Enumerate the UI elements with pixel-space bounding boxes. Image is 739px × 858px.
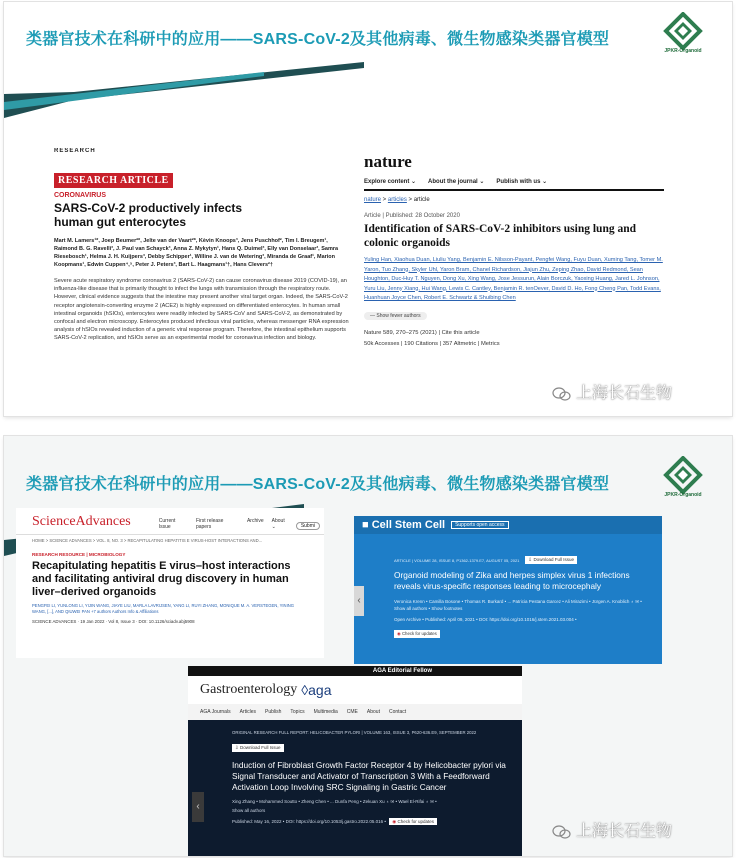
nav-contact[interactable]: Contact [388, 709, 407, 715]
cellstem-header [354, 516, 662, 534]
nature-logo[interactable]: nature [364, 152, 412, 171]
category-label: CORONAVIRUS [54, 192, 106, 199]
watermark [552, 818, 672, 841]
sciadv-header [16, 508, 324, 534]
show-fewer-authors-button[interactable]: — Show fewer authors [364, 312, 427, 320]
article-headline[interactable]: Induction of Fibroblast Growth Factor Receptor 4 by Helicobacter pylori via Signal Transducer and Activator of Transcription 3 With a Feedforward Activation Loop Involving SRC Signaling in Gastric Cancer [232, 760, 506, 792]
slide-1-header [4, 2, 732, 64]
jpkr-logo-icon [660, 456, 706, 496]
nav-explore[interactable]: Explore content ⌄ [364, 179, 417, 185]
aga-banner[interactable]: AGA Editorial Fellow [188, 666, 522, 676]
article-published: Open Archive • Published: April 09, 2021 • DOI: https://doi.org/10.1016/j.stem.2021.03.004 • [394, 617, 577, 622]
article-meta: ORIGINAL RESEARCH FULL REPORT: HELICOBACTER PYLORI | VOLUME 163, ISSUE 3, P620-636.E9, SEPTEMBER 2022 [232, 730, 477, 735]
logo-caption: JPKR-Organoid [664, 48, 702, 54]
nav-current-issue[interactable]: Current Issue [158, 518, 176, 530]
nav-articles[interactable]: Articles [239, 709, 256, 715]
sciadv-article-card[interactable] [16, 508, 324, 658]
crossmark-icon: ◉ [397, 631, 401, 636]
metrics-line: 50k Accesses | 190 Citations | 357 Altmetric | Metrics [364, 340, 500, 347]
watermark-text: 上海长石生物 [576, 385, 673, 402]
breadcrumb[interactable]: HOME > SCIENCE ADVANCES > VOL. 8, NO. 3 > RECAPITULATING HEPATITIS E VIRUS-HOST INTERACTIONS AND... [32, 538, 263, 543]
nav-cme[interactable]: CME [346, 709, 358, 715]
check-updates-button[interactable]: ◉ Check for updates [394, 630, 440, 638]
citation-line: Nature 589, 270–275 (2021) | Cite this article [364, 329, 480, 336]
slide-1 [4, 2, 732, 416]
nav-multimedia[interactable]: Multimedia [313, 709, 338, 715]
cellstem-article-card[interactable] [354, 516, 662, 664]
nav-archive[interactable]: Archive [246, 518, 264, 524]
article-headline[interactable]: Organoid modeling of Zika and herpes simplex virus 1 infections reveals virus-specific responses leading to microcephaly [394, 570, 630, 591]
download-issue-button[interactable]: ⇩ Download Full Issue [232, 744, 284, 752]
article-authors: Mart M. Lamers¹*, Joep Beumer²*, Jelte van der Vaart²*, Kèvin Knoops³, Jens Puschhof², Tim I. Breugem¹, Raimond B. G. Ravelli³, J. Paul van Schayck³, Anna Z. Mykytyn¹, Hans Q. Duimel³, Elly van Donselaar³, Samra Riesebosch¹, Helma J. H. Kuijpers³, Debby Schipper¹, Willine J. van de Wetering³, Miranda de Graaf¹, Marion Koopmans¹, Edwin Cuppen⁴,⁵, Peter J. Peters³, Bart L. Haagmans¹†, Hans Clevers²† [54, 238, 339, 268]
article-meta: Article | Published: 28 October 2020 [364, 213, 460, 219]
article-meta: ARTICLE | VOLUME 28, ISSUE 8, P1362-1379.E7, AUGUST 05, 2021 [394, 557, 520, 563]
article-footer: SCIENCE ADVANCES · 19 Jan 2022 · Vol 8, Issue 3 · DOI: 10.1126/sciadv.abj5908 [32, 619, 195, 624]
article-authors[interactable]: PENGFEI LI, YUNLONG LI, YIJIN WANG, JIAYE LIU, MARLA LAVRIJSEN, YANG LI, RUYI ZHANG, MONIQUE M. A. VERSTEGEN, YINING WANG, [...], AND QIUWEI PAN +7 authors Authors Info & Affiliations [32, 603, 295, 614]
article-headline[interactable]: SARS-CoV-2 productively infects human gut enterocytes [54, 201, 243, 229]
cellstem-logo[interactable]: ■ Cell Stem Cell [362, 519, 446, 531]
slide-2-header [4, 436, 732, 498]
nav-aga-journals[interactable]: AGA Journals [200, 709, 231, 715]
nav-publish[interactable]: Publish with us ⌄ [496, 179, 548, 185]
check-updates-button[interactable]: ◉ Check for updates [389, 818, 437, 825]
nav-about[interactable]: About the journal ⌄ [428, 179, 485, 185]
watermark-text: 上海长石生物 [576, 823, 673, 840]
nav-about[interactable]: About [366, 709, 380, 715]
article-headline[interactable]: Recapitulating hepatitis E virus–host interactions and facilitating antiviral drug discovery in human liver–derived organoids [32, 560, 291, 598]
article-abstract: Severe acute respiratory syndrome coronavirus 2 (SARS-CoV-2) can cause coronavirus disease 2019 (COVID-19), an influenza-like disease that is primarily thought to infect the lungs with transmission through the respiratory route. However, clinical evidence suggests that the intestine may present another viral target organ. Indeed, the SARS-CoV-2 receptor angiotensin-converting enzyme 2 (ACE2) is highly expressed on differentiated enterocytes. In human small intestinal organoids (hSIOs), enterocytes were readily infected by SARS-CoV and SARS-CoV-2, as demonstrated by confocal and electron microscopy. Enterocytes produced infectious viral particles, whereas messenger RNA expression analysis of hSIOs revealed induction of a generic viral response program. Therefore, the intestinal epithelium supports SARS-CoV-2 replication, and hSIOs serve as an experimental model for coronavirus infection and biology. [54, 278, 349, 342]
open-access-badge[interactable]: Supports open access [451, 521, 508, 529]
section-label: RESEARCH [54, 148, 96, 154]
crossmark-icon: ◉ [392, 819, 397, 824]
sciadv-logo[interactable]: ScienceAdvances [32, 514, 131, 529]
nav-about[interactable]: About ⌄ [271, 518, 285, 530]
slide-2 [4, 436, 732, 856]
nature-article-card[interactable] [364, 152, 664, 384]
nature-nav [364, 178, 664, 185]
decorative-stripe [4, 58, 732, 118]
nav-topics[interactable]: Topics [290, 709, 305, 715]
jpkr-logo [660, 12, 706, 58]
carousel-prev-button[interactable]: ‹ [192, 792, 204, 822]
slide-2-title: 类器官技术在科研中的应用——SARS-CoV-2及其他病毒、微生物感染类器官模型 [26, 476, 610, 493]
submit-button[interactable]: Submi [296, 522, 320, 530]
article-headline[interactable]: Identification of SARS-CoV-2 inhibitors using lung and colonic organoids [364, 223, 637, 249]
download-issue-button[interactable]: ⇩ Download Full Issue [525, 556, 577, 564]
nav-publish[interactable]: Publish [264, 709, 282, 715]
article-authors[interactable]: Xing Zhang • Mohammed Soutto • Zheng Chen • ... Dunfa Peng • Zekuan Xu ♁ ✉ • Wael El-Rifai ♁ ✉ • [232, 799, 437, 804]
article-authors[interactable]: Yuling Han, Xiaohua Duan, Liuliu Yang, Benjamin E. Nilsson-Payant, Pengfei Wang, Fuyu Duan, Xuming Tang, Tomer M. Yaron, Tuo Zhang, Skyler Uhl, Yaron Bram, Chanel Richardson, Jiajun Zhu, Zeping Zhao, David Redmond, Sean Houghton, Duc-Huy T. Nguyen, Dong Xu, Xing Wang, Jose Jessurun, Alain Borczuk, Yaoxing Huang, Jared L. Johnson, Yuru Liu, Jenny Xiang, Hui Wang, Lewis C. Cantley, Benjamin R. tenOever, David D. Ho, Fong Cheng Pan, Todd Evans, Huanhuan Joyce Chen, Robert E. Schwartz & Shuibing Chen [364, 257, 663, 301]
research-article-badge: RESEARCH ARTICLE [54, 173, 173, 188]
breadcrumb: nature > articles > article [364, 197, 430, 203]
article-published: Published: May 16, 2022 • DOI: https://doi.org/10.1053/j.gastro.2022.05.016 • ◉ Check for updates [232, 819, 508, 825]
logo-caption: JPKR-Organoid [664, 492, 702, 498]
article-authors[interactable]: Veronica Krenn • Camilla Bosone • Thomas R. Burkard • ... Patricia Pestana Garcez • Ali Mirazimi • Jürgen A. Knoblich ♁ ✉ • Show all authors • Show footnotes [394, 599, 642, 611]
gastro-nav [188, 704, 522, 720]
wechat-icon [552, 825, 572, 839]
gastro-body [188, 720, 522, 825]
breadcrumb-articles[interactable]: articles [387, 197, 407, 203]
gastro-logo[interactable]: Gastroenterology [200, 682, 298, 697]
jpkr-logo-icon [660, 12, 706, 52]
article-tags: RESEARCH RESOURCE | MICROBIOLOGY [32, 552, 126, 557]
wechat-icon [552, 387, 572, 401]
carousel-prev-button[interactable]: ‹ [354, 586, 364, 616]
gastro-article-card[interactable] [188, 666, 522, 856]
gastro-header [188, 676, 522, 704]
cellstem-body [354, 534, 662, 640]
science-article-card[interactable] [54, 148, 350, 398]
watermark [552, 380, 672, 403]
breadcrumb-article: article [413, 197, 430, 203]
aga-logo[interactable]: ◊aga [301, 682, 332, 698]
slide-1-title: 类器官技术在科研中的应用——SARS-CoV-2及其他病毒、微生物感染类器官模型 [26, 31, 610, 48]
show-all-authors-link[interactable]: Show all authors [232, 808, 266, 813]
nav-first-release[interactable]: First release papers [195, 518, 224, 530]
breadcrumb-nature[interactable]: nature [364, 197, 382, 203]
